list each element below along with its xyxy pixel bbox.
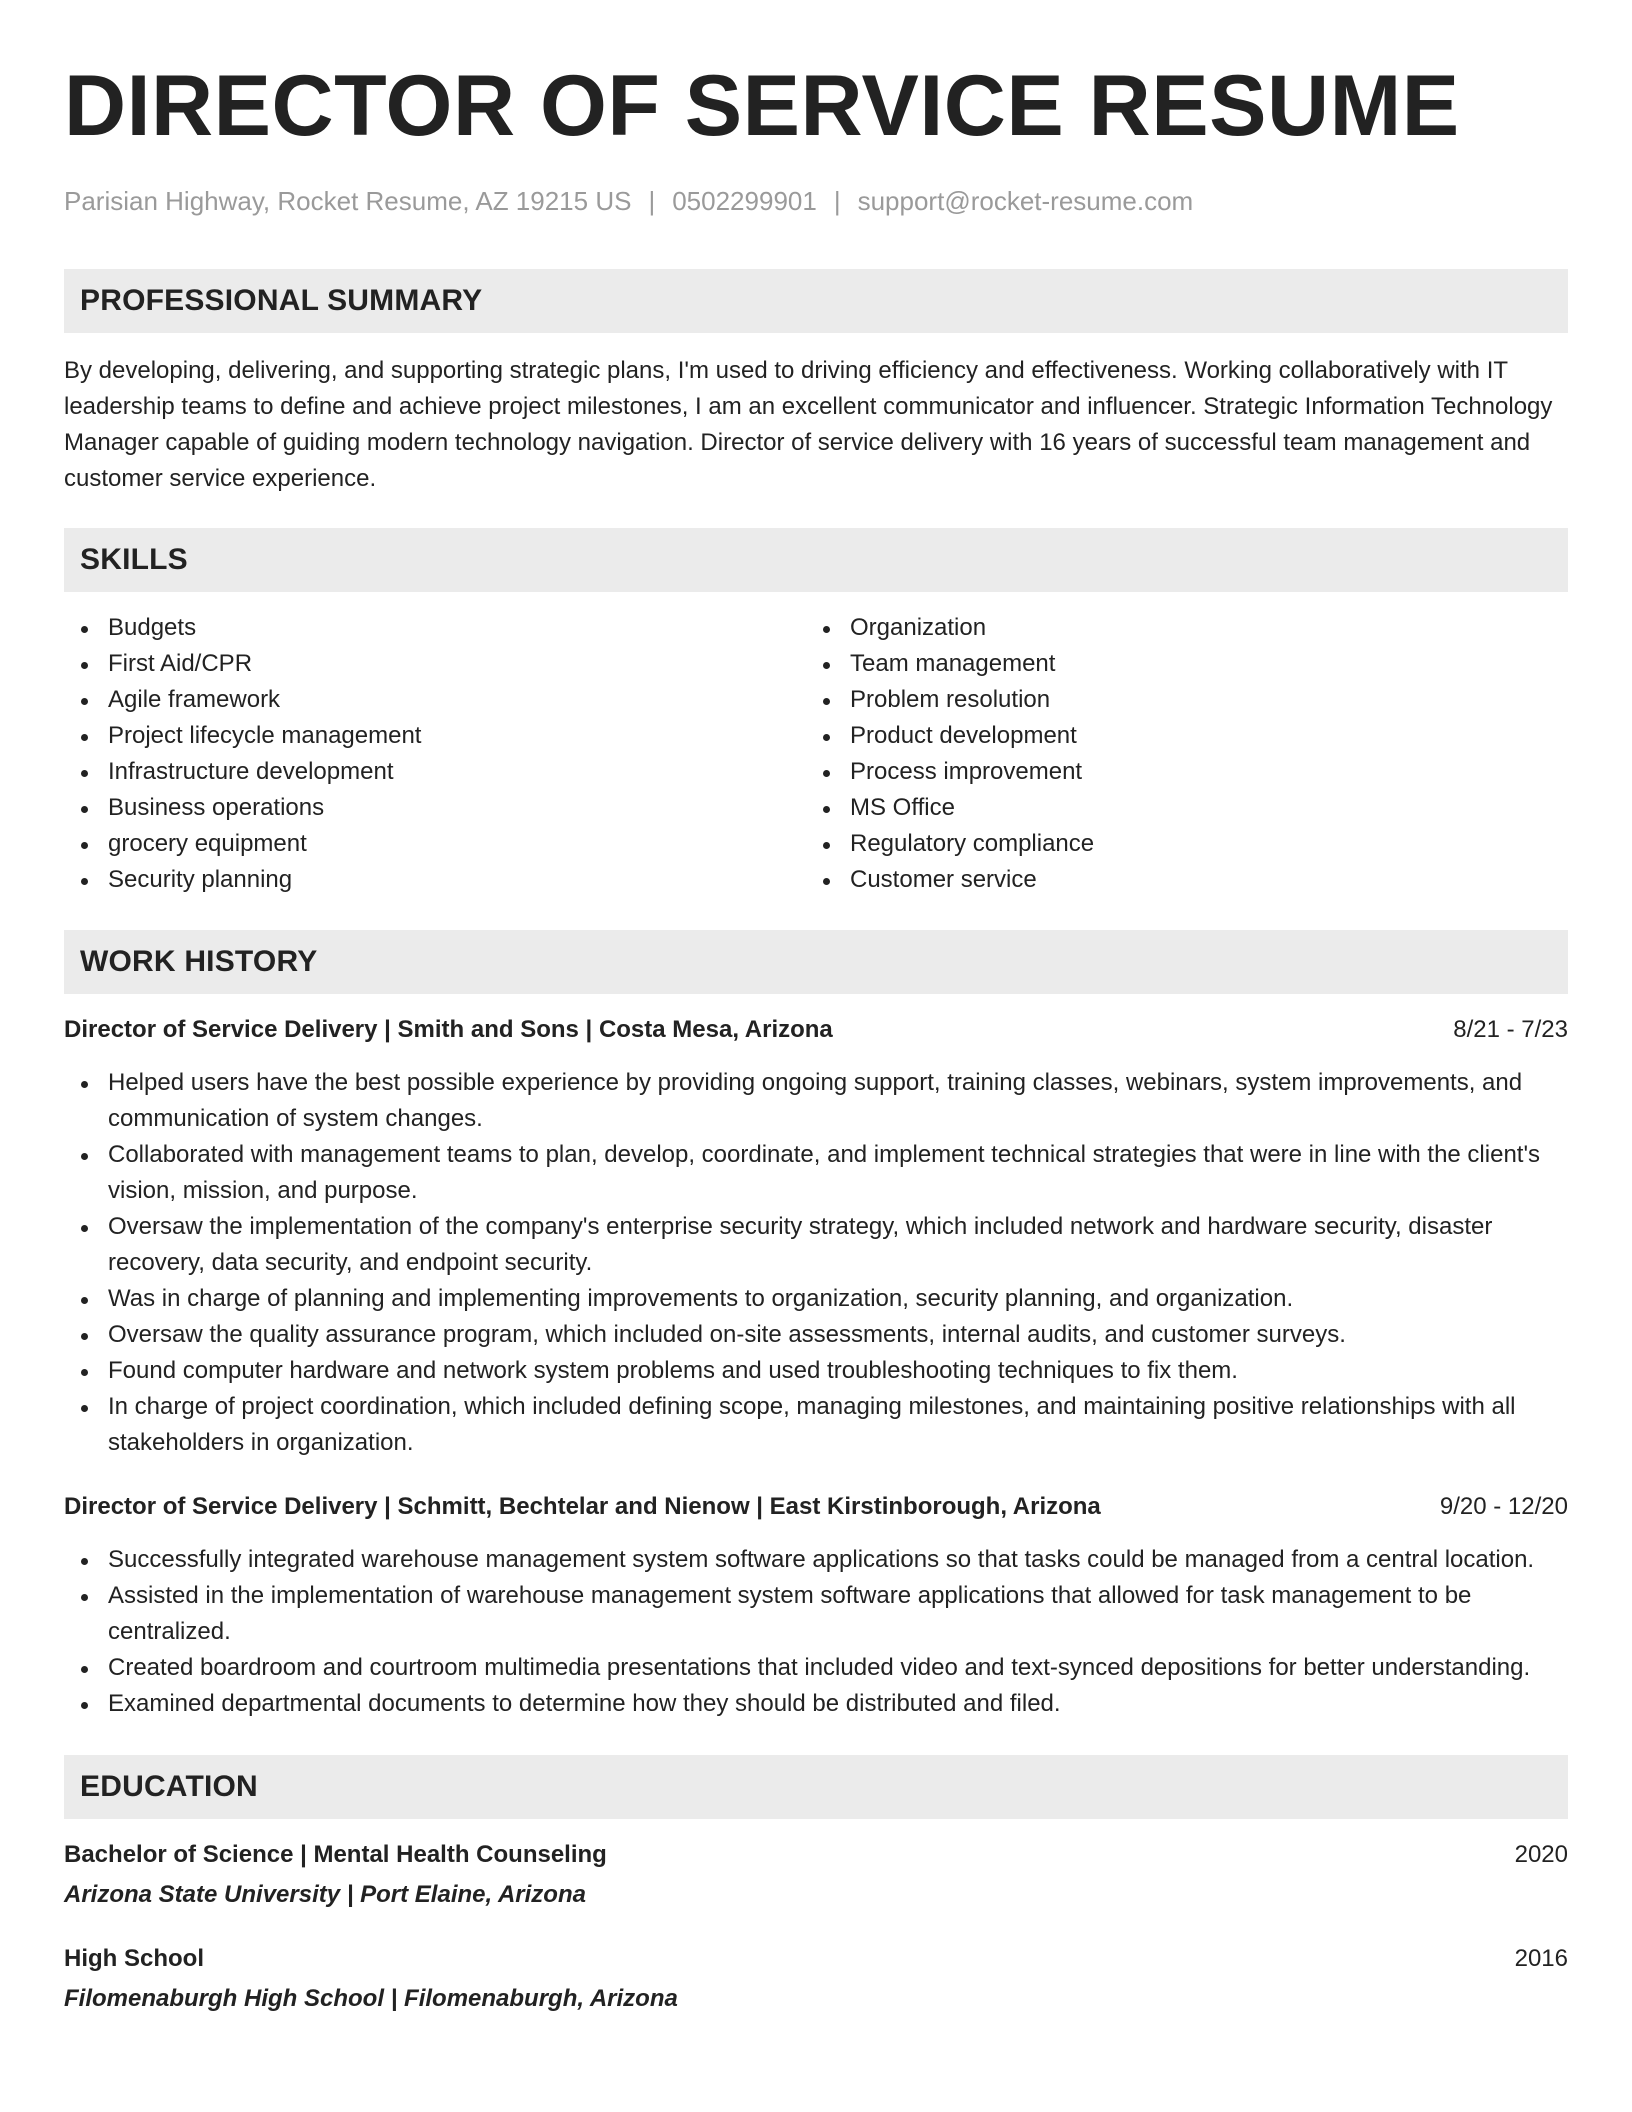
job-bullet: Collaborated with management teams to plan, develop, coordinate, and implement technical strategies that were in line with the client's vision, mission, and purpose. xyxy=(64,1137,1568,1209)
skill-item: Team management xyxy=(806,646,1548,682)
skills-list xyxy=(64,610,1568,898)
skill-item: Budgets xyxy=(64,610,806,646)
skill-item: Project lifecycle management xyxy=(64,718,806,754)
contact-email: support@rocket-resume.com xyxy=(857,186,1194,216)
education-degree: Bachelor of Science | Mental Health Counseling xyxy=(64,1841,607,1868)
skill-item: Business operations xyxy=(64,790,806,826)
skill-item: Problem resolution xyxy=(806,682,1548,718)
skill-item: Infrastructure development xyxy=(64,754,806,790)
section-heading-work: WORK HISTORY xyxy=(64,930,1568,994)
contact-separator: | xyxy=(648,186,656,216)
education-entry xyxy=(64,1942,1568,2016)
job-bullet: Helped users have the best possible experience by providing ongoing support, training classes, webinars, system improvements, and communication of system changes. xyxy=(64,1065,1568,1137)
contact-phone: 0502299901 xyxy=(672,186,817,216)
job-bullet: Created boardroom and courtroom multimedia presentations that included video and text-synced depositions for better understanding. xyxy=(64,1650,1568,1686)
job-header xyxy=(64,1490,1568,1524)
summary-text: By developing, delivering, and supporting strategic plans, I'm used to driving efficiency and effectiveness. Working collaboratively with IT leadership teams to define and achieve project milestones, I am an excellent communicator and influencer. Strategic Information Technology Manager capable of guiding modern technology navigation. Director of service delivery with 16 years of successful team management and customer service experience. xyxy=(64,357,1553,492)
education-school: Arizona State University | Port Elaine, Arizona xyxy=(64,1881,586,1908)
skill-item: Organization xyxy=(806,610,1548,646)
education-degree: High School xyxy=(64,1945,204,1972)
education-year: 2020 xyxy=(1514,1841,1568,1868)
job-title: Director of Service Delivery | Schmitt, Bechtelar and Nienow | East Kirstinborough, Arizona xyxy=(64,1493,1101,1520)
education-year: 2016 xyxy=(1514,1945,1568,1972)
job-bullet: Assisted in the implementation of warehouse management system software applications that allowed for task management to be centralized. xyxy=(64,1578,1568,1650)
section-heading-education: EDUCATION xyxy=(64,1755,1568,1819)
skill-item: Regulatory compliance xyxy=(806,826,1548,862)
contact-separator: | xyxy=(833,186,841,216)
job-bullet: Examined departmental documents to determine how they should be distributed and filed. xyxy=(64,1686,1568,1722)
resume-title: DIRECTOR OF SERVICE RESUME xyxy=(64,58,1460,154)
education-header xyxy=(64,1838,1568,1872)
skill-item: Customer service xyxy=(806,862,1548,898)
job-bullet: Successfully integrated warehouse management system software applications so that tasks could be managed from a central location. xyxy=(64,1542,1568,1578)
job-bullet: Found computer hardware and network system problems and used troubleshooting techniques to fix them. xyxy=(64,1353,1568,1389)
skills-column-right xyxy=(806,610,1548,898)
job-bullet: In charge of project coordination, which included defining scope, managing milestones, and maintaining positive relationships with all stakeholders in organization. xyxy=(64,1389,1568,1461)
job-bullet: Oversaw the quality assurance program, which included on-site assessments, internal audits, and customer surveys. xyxy=(64,1317,1568,1353)
job-bullets xyxy=(64,1542,1568,1722)
skill-item: Security planning xyxy=(64,862,806,898)
job-dates: 9/20 - 12/20 xyxy=(1439,1493,1568,1520)
skill-item: MS Office xyxy=(806,790,1548,826)
job-bullets xyxy=(64,1065,1568,1461)
skills-column-left xyxy=(64,610,806,898)
education-school: Filomenaburgh High School | Filomenaburgh, Arizona xyxy=(64,1985,678,2012)
job-bullet: Was in charge of planning and implementing improvements to organization, security planning, and organization. xyxy=(64,1281,1568,1317)
education-header xyxy=(64,1942,1568,1976)
section-heading-summary: PROFESSIONAL SUMMARY xyxy=(64,269,1568,333)
skill-item: Agile framework xyxy=(64,682,806,718)
job-bullet: Oversaw the implementation of the company's enterprise security strategy, which included network and hardware security, disaster recovery, data security, and endpoint security. xyxy=(64,1209,1568,1281)
skill-item: Process improvement xyxy=(806,754,1548,790)
skill-item: Product development xyxy=(806,718,1548,754)
education-entry xyxy=(64,1838,1568,1912)
section-heading-skills: SKILLS xyxy=(64,528,1568,592)
skill-item: First Aid/CPR xyxy=(64,646,806,682)
contact-line xyxy=(64,184,1568,218)
skill-item: grocery equipment xyxy=(64,826,806,862)
job-header xyxy=(64,1013,1568,1047)
job-dates: 8/21 - 7/23 xyxy=(1453,1016,1568,1043)
job-title: Director of Service Delivery | Smith and Sons | Costa Mesa, Arizona xyxy=(64,1016,833,1043)
contact-address: Parisian Highway, Rocket Resume, AZ 19215 US xyxy=(64,186,632,216)
